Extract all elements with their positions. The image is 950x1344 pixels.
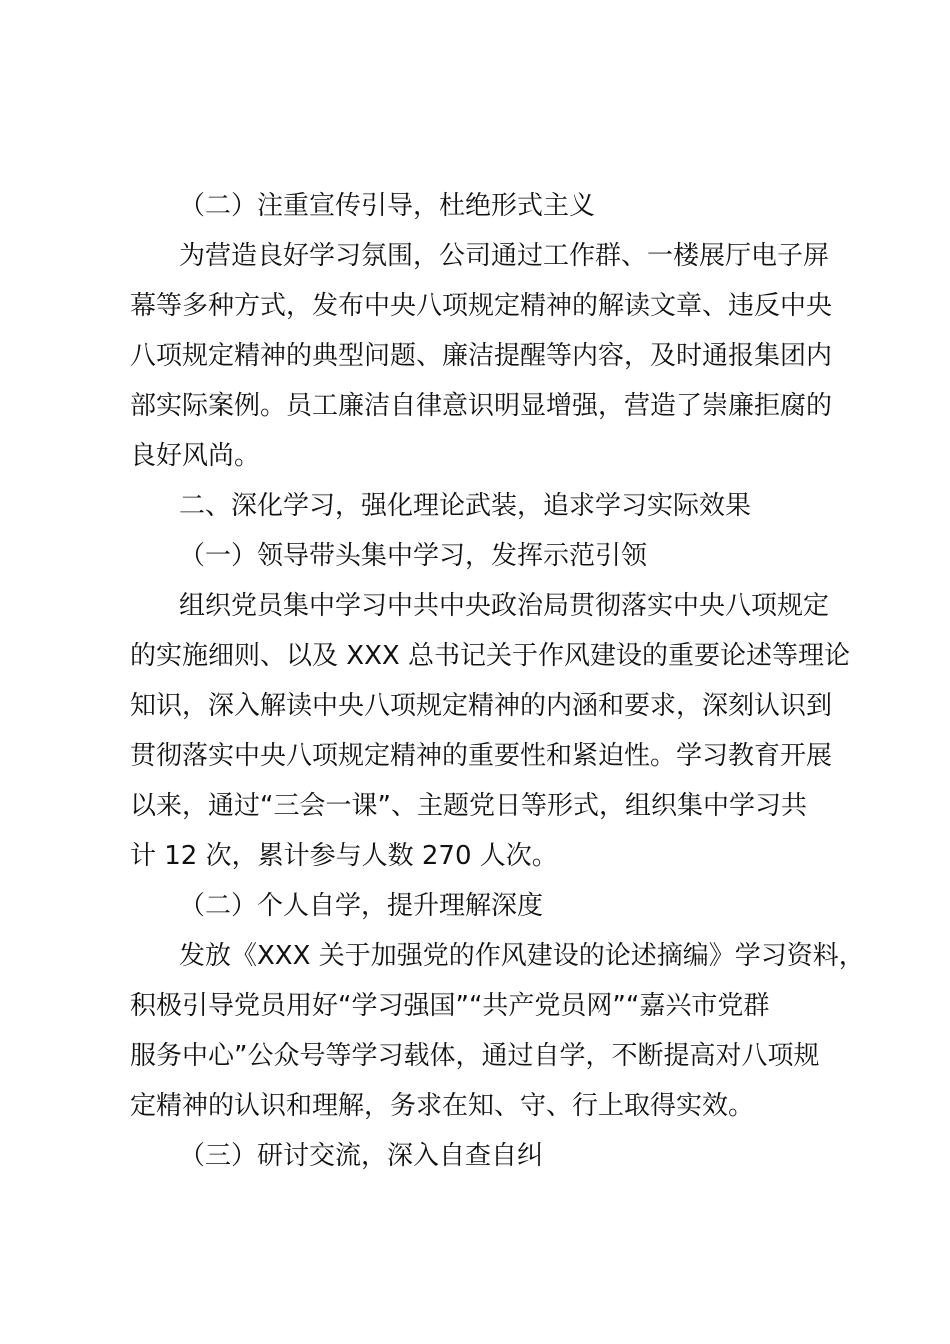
paragraph-line: 以来，通过“三会一课”、主题党日等形式，组织集中学习共 bbox=[130, 791, 807, 821]
paragraph-line: 积极引导党员用好“学习强国”“共产党员网”“嘉兴市党群 bbox=[130, 991, 770, 1021]
paragraph-line: 发放《XXX 关于加强党的作风建设的论述摘编》学习资料， bbox=[179, 941, 865, 971]
paragraph-line: 贯彻落实中央八项规定精神的重要性和紧迫性。学习教育开展 bbox=[130, 741, 833, 771]
paragraph-line: 计 12 次，累计参与人数 270 人次。 bbox=[130, 841, 558, 871]
paragraph-line: 的实施细则、以及 XXX 总书记关于作风建设的重要论述等理论 bbox=[130, 641, 850, 671]
paragraph-line: 幕等多种方式，发布中央八项规定精神的解读文章、违反中央 bbox=[130, 291, 833, 321]
paragraph-line: 组织党员集中学习中共中央政治局贯彻落实中央八项规定 bbox=[179, 591, 830, 621]
section-heading-main: 二、深化学习，强化理论武装，追求学习实际效果 bbox=[179, 491, 752, 521]
section-heading-2b: （二）个人自学，提升理解深度 bbox=[179, 891, 544, 921]
paragraph-line: 部实际案例。员工廉洁自律意识明显增强，营造了崇廉拒腐的 bbox=[130, 391, 833, 421]
paragraph-line: 良好风尚。 bbox=[130, 441, 261, 471]
paragraph-line: 八项规定精神的典型问题、廉洁提醒等内容，及时通报集团内 bbox=[130, 341, 833, 371]
section-heading-3: （三）研讨交流，深入自查自纠 bbox=[179, 1141, 544, 1171]
paragraph-line: 为营造良好学习氛围，公司通过工作群、一楼展厅电子屏 bbox=[179, 241, 830, 271]
section-heading-1: （一）领导带头集中学习，发挥示范引领 bbox=[179, 541, 648, 571]
paragraph-line: 定精神的认识和理解，务求在知、守、行上取得实效。 bbox=[130, 1091, 755, 1121]
paragraph-line: 知识，深入解读中央八项规定精神的内涵和要求，深刻认识到 bbox=[130, 691, 833, 721]
paragraph-line: 服务中心”公众号等学习载体，通过自学，不断提高对八项规 bbox=[130, 1041, 820, 1071]
section-heading-2: （二）注重宣传引导，杜绝形式主义 bbox=[179, 191, 596, 221]
